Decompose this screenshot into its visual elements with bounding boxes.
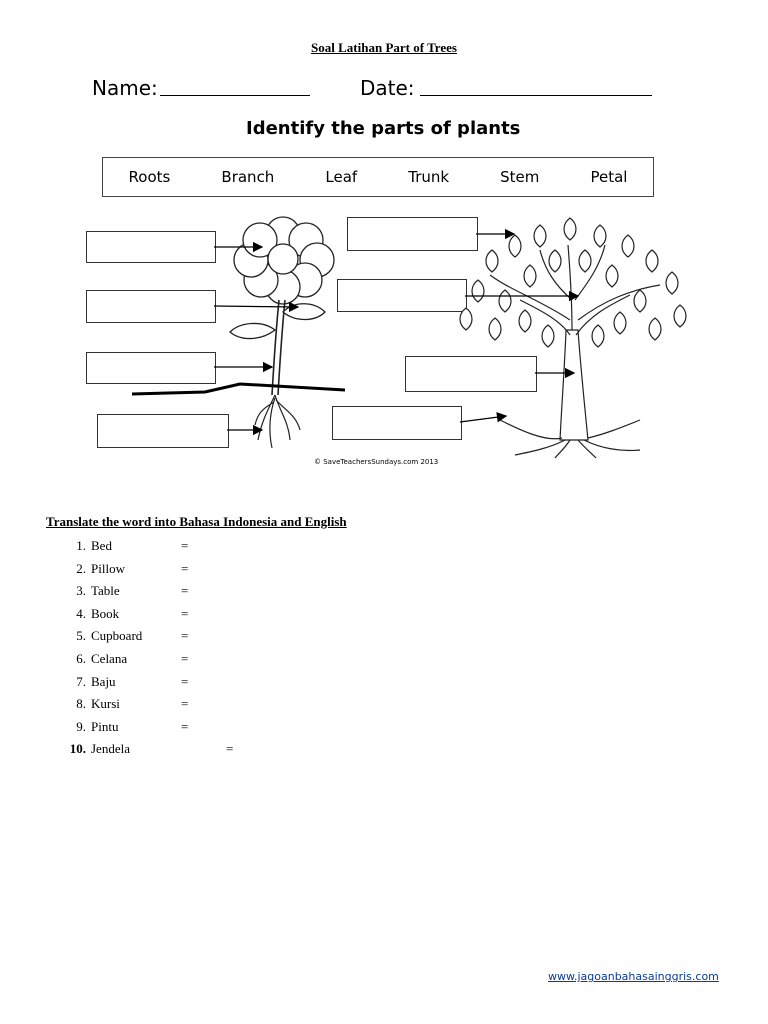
word-bank-item: Branch xyxy=(221,168,275,186)
plant-diagram-illustration xyxy=(0,0,768,480)
worksheet-title: Soal Latihan Part of Trees xyxy=(311,40,457,55)
date-label: Date: xyxy=(360,76,415,100)
translate-section-title: Translate the word into Bahasa Indonesia and English xyxy=(46,514,347,529)
diagram-heading: Identify the parts of plants xyxy=(246,118,521,139)
ground-line xyxy=(132,384,345,394)
word-bank-item: Trunk xyxy=(408,168,450,186)
word-bank-item: Stem xyxy=(500,168,540,186)
name-label: Name: xyxy=(92,76,158,100)
word-bank-item: Leaf xyxy=(325,168,358,186)
diagram-copyright: © SaveTeachersSundays.com 2013 xyxy=(314,458,439,466)
footer-website-link[interactable]: www.jagoanbahasainggris.com xyxy=(548,970,719,983)
word-bank-item: Petal xyxy=(590,168,628,186)
word-bank-item: Roots xyxy=(128,168,171,186)
tree-icon xyxy=(460,218,686,458)
flower-icon xyxy=(230,217,334,448)
